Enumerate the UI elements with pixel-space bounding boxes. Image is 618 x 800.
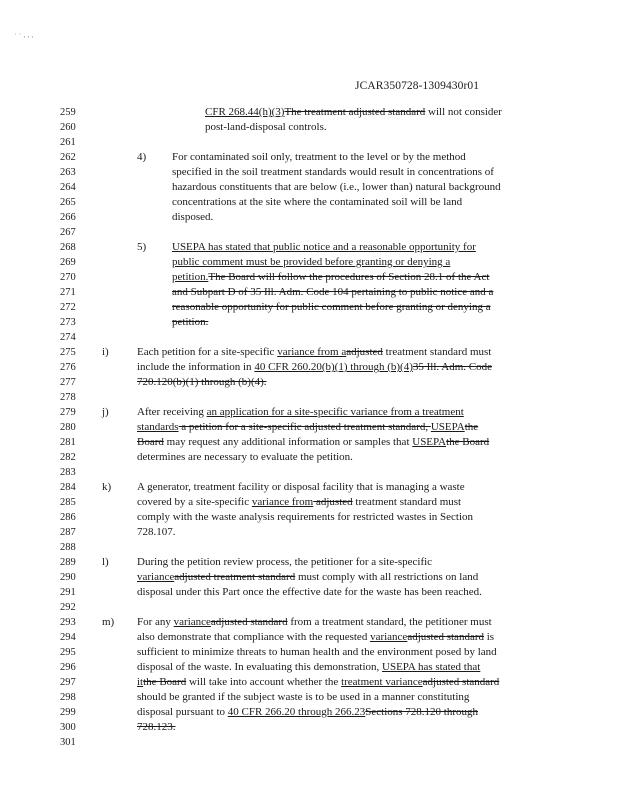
text-line: For contaminated soil only, treatment to the level or by the method — [172, 151, 466, 163]
text-line: determines are necessary to evaluate the petition. — [137, 451, 353, 463]
line-number: 265 — [60, 197, 76, 208]
line-number: 293 — [60, 617, 76, 628]
text-line: comply with the waste analysis requirements for restricted wastes in Section — [137, 511, 474, 523]
text-line: A generator, treatment facility or disposal facility that is managing a waste — [137, 481, 465, 493]
line-number: 266 — [60, 212, 76, 223]
text-line: CFR 268.44(h)(3)The treatment adjusted standard will not consider — [205, 106, 502, 118]
line-number: 262 — [60, 152, 76, 163]
line-number: 285 — [60, 497, 76, 508]
line-number: 276 — [60, 362, 76, 373]
text-line: disposal under this Part once the effective date for the waste has been reached. — [137, 586, 482, 598]
line-number: 270 — [60, 272, 76, 283]
line-number: 268 — [60, 242, 76, 253]
line-number: 291 — [60, 587, 76, 598]
text-line: include the information in 40 CFR 260.20(b)(1) through (b)(4)35 Ill. Adm. Code — [137, 361, 493, 373]
line-number: 295 — [60, 647, 76, 658]
text-line: covered by a site-specific variance from adjusted treatment standard must — [137, 496, 462, 508]
document-id: JCAR350728-1309430r01 — [355, 80, 480, 92]
text-line: public comment must be provided before granting or denying a — [172, 256, 451, 268]
line-number: 280 — [60, 422, 76, 433]
line-number: 282 — [60, 452, 76, 463]
item-marker: l) — [102, 556, 109, 568]
text-line: After receiving an application for a site-specific variance from a treatment — [137, 406, 464, 418]
text-line: Board may request any additional information or samples that USEPAthe Board — [137, 436, 490, 448]
line-number: 267 — [60, 227, 76, 238]
line-number: 301 — [60, 737, 76, 748]
line-number: 263 — [60, 167, 76, 178]
line-number: 279 — [60, 407, 76, 418]
line-number: 271 — [60, 287, 76, 298]
line-number: 298 — [60, 692, 76, 703]
line-number: 275 — [60, 347, 76, 358]
line-number: 287 — [60, 527, 76, 538]
text-line: specified in the soil treatment standards would result in concentrations of — [172, 166, 494, 178]
text-line: 728.123. — [137, 721, 176, 733]
text-line: standards a petition for a site-specific adjusted treatment standard, USEPAthe — [137, 421, 479, 433]
line-number: 264 — [60, 182, 76, 193]
text-line: reasonable opportunity for public comment before granting or denying a — [172, 301, 491, 313]
line-number: 297 — [60, 677, 76, 688]
text-line: disposal of the waste. In evaluating this demonstration, USEPA has stated that — [137, 661, 481, 673]
line-number: 290 — [60, 572, 76, 583]
item-marker: k) — [102, 481, 112, 493]
text-line: USEPA has stated that public notice and a reasonable opportunity for — [172, 241, 476, 253]
text-line: petition.The Board will follow the procedures of Section 28.1 of the Act — [172, 271, 490, 283]
text-line: varianceadjusted treatment standard must comply with all restrictions on land — [137, 571, 479, 583]
line-number: 278 — [60, 392, 76, 403]
line-number: 296 — [60, 662, 76, 673]
line-number: 272 — [60, 302, 76, 313]
line-number: 260 — [60, 122, 76, 133]
item-marker: i) — [102, 346, 109, 358]
text-line: 728.107. — [137, 526, 176, 538]
text-line: also demonstrate that compliance with the requested varianceadjusted standard is — [137, 631, 495, 643]
text-line: should be granted if the subject waste is to be used in a manner constituting — [137, 691, 470, 703]
line-number: 281 — [60, 437, 76, 448]
line-number: 277 — [60, 377, 76, 388]
line-number: 294 — [60, 632, 76, 643]
line-number: 288 — [60, 542, 76, 553]
text-line: itthe Board will take into account whether the treatment varianceadjusted standard — [137, 676, 500, 688]
text-line: hazardous constituents that are below (i.e., lower than) natural background — [172, 181, 501, 193]
text-line: Each petition for a site-specific variance from aadjusted treatment standard must — [137, 346, 492, 358]
line-number: 283 — [60, 467, 76, 478]
text-line: post-land-disposal controls. — [205, 121, 327, 133]
item-marker: j) — [102, 406, 109, 418]
line-number: 284 — [60, 482, 76, 493]
text-line: For any varianceadjusted standard from a treatment standard, the petitioner must — [137, 616, 492, 628]
line-number: 273 — [60, 317, 76, 328]
text-line: and Subpart D of 35 Ill. Adm. Code 104 pertaining to public notice and a — [172, 286, 494, 298]
item-marker: 4) — [137, 151, 147, 163]
line-number: 289 — [60, 557, 76, 568]
text-line: During the petition review process, the petitioner for a site-specific — [137, 556, 433, 568]
line-number: 274 — [60, 332, 76, 343]
line-number: 259 — [60, 107, 76, 118]
text-line: 720.120(b)(1) through (b)(4). — [137, 376, 267, 388]
item-marker: m) — [102, 616, 115, 628]
item-marker: 5) — [137, 241, 147, 253]
line-number: 292 — [60, 602, 76, 613]
text-line: petition. — [172, 316, 209, 328]
text-line: sufficient to minimize threats to human health and the environment posed by land — [137, 646, 497, 658]
text-line: concentrations at the site where the contaminated soil will be land — [172, 196, 463, 208]
text-line: disposed. — [172, 211, 214, 223]
line-number: 269 — [60, 257, 76, 268]
text-line: disposal pursuant to 40 CFR 266.20 through 266.23Sections 728.120 through — [137, 706, 479, 718]
line-number: 261 — [60, 137, 76, 148]
line-number: 286 — [60, 512, 76, 523]
line-number: 300 — [60, 722, 76, 733]
scan-speck: · · , , , — [14, 30, 34, 39]
line-number: 299 — [60, 707, 76, 718]
